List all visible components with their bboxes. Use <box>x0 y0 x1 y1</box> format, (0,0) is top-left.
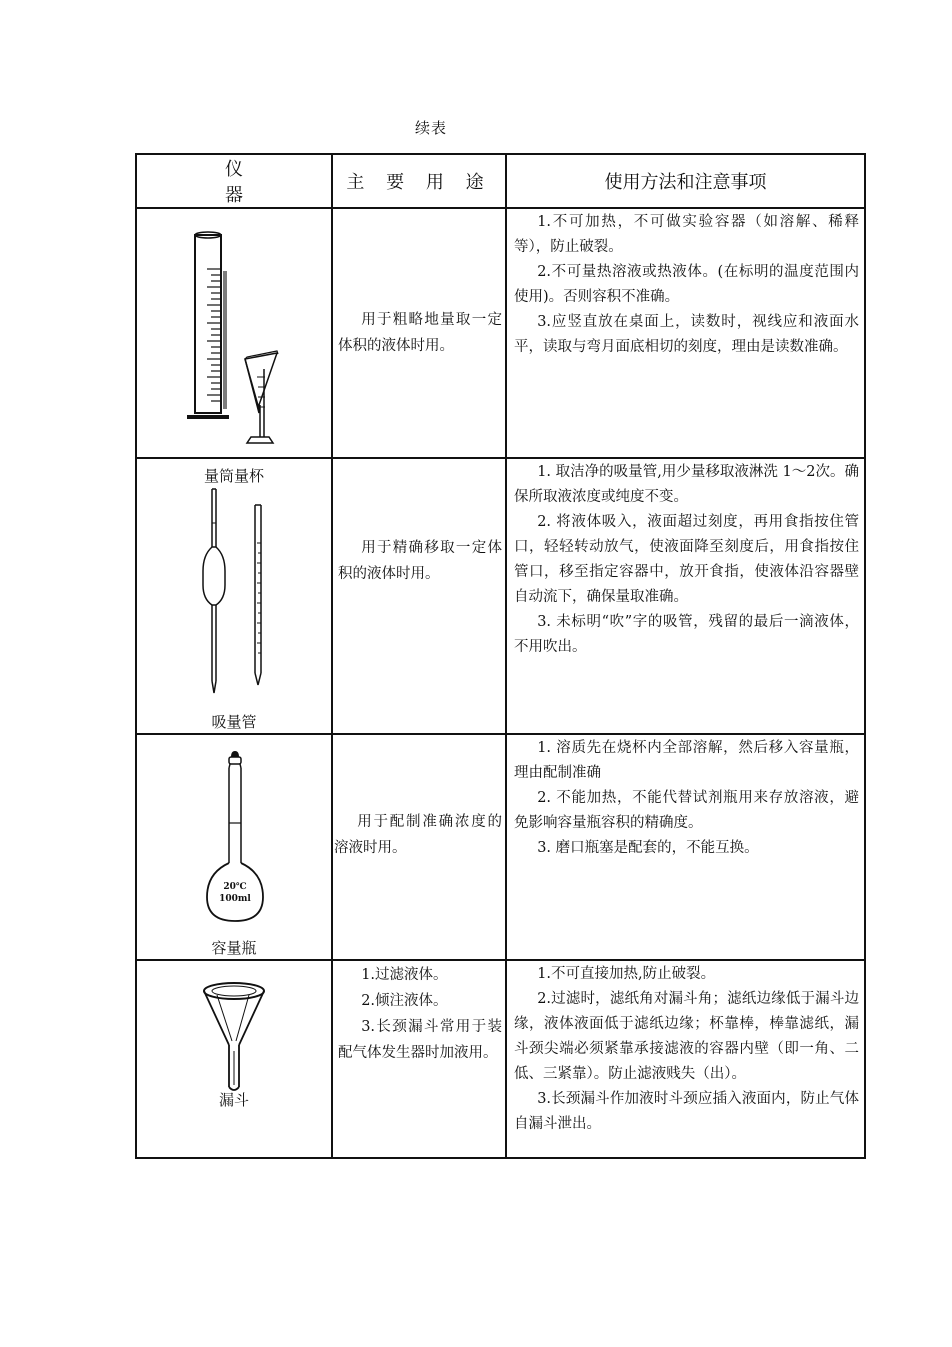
instrument-cell <box>136 208 332 485</box>
pipette-illustration <box>137 459 331 733</box>
table-row <box>136 208 865 458</box>
header-row <box>136 154 865 208</box>
table-row <box>136 734 865 960</box>
note-item: 2.不可量热溶液或热液体。(在标明的温度范围内使用)。否则容积不准确。 <box>514 264 859 305</box>
instrument-cell <box>136 458 332 734</box>
table-row <box>136 960 865 1158</box>
graduated-cylinder-illustration <box>137 209 331 457</box>
usage-item: 1.过滤液体。 <box>361 967 448 983</box>
instrument-name: 漏斗 <box>218 1091 249 1109</box>
instrument-table <box>135 153 866 1159</box>
note-item: 3.长颈漏斗作加液时斗颈应插入液面内，防止气体自漏斗泄出。 <box>514 1091 859 1132</box>
usage-cell <box>332 960 506 1158</box>
note-item: 3.应竖直放在桌面上，读数时，视线应和液面水平，读取与弯月面底相切的刻度，理由是读数准确。 <box>514 314 859 355</box>
table-caption: 续表 <box>414 119 447 137</box>
flask-label-temperature: 20℃ <box>223 882 247 892</box>
note-item: 1.不可加热，不可做实验容器（如溶解、稀释等），防止破裂。 <box>514 214 859 255</box>
note-item: 1. 取洁净的吸量管,用少量移取液淋洗 1～2次。确保所取液浓度或纯度不变。 <box>514 464 859 505</box>
volumetric-flask-illustration <box>137 735 331 959</box>
note-item: 2. 不能加热，不能代替试剂瓶用来存放溶液，避免影响容量瓶容积的精确度。 <box>514 790 859 831</box>
instrument-cell <box>136 960 332 1158</box>
usage-text: 用于配制准确浓度的溶液时用。 <box>334 814 502 856</box>
table-row <box>136 458 865 734</box>
note-item: 2.过滤时，滤纸角对漏斗角；滤纸边缘低于漏斗边缘，液体液面低于滤纸边缘；杯靠棒，棒靠滤纸，漏斗颈尖端必须紧靠承接滤液的容器内壁（即一角、二低、三紧靠）。防止滤液贱失（出）。 <box>514 991 859 1082</box>
usage-text: 用于粗略地量取一定体积的液体时用。 <box>338 312 502 354</box>
notes-cell <box>506 458 865 734</box>
notes-cell <box>506 960 865 1158</box>
usage-item: 3.长颈漏斗常用于装配气体发生器时加液用。 <box>338 1019 502 1061</box>
usage-cell <box>332 458 506 734</box>
usage-cell <box>332 208 506 458</box>
note-item: 3. 未标明“吹”字的吸管，残留的最后一滴液体，不用吹出。 <box>514 614 859 655</box>
instrument-name: 吸量管 <box>211 713 257 731</box>
funnel-illustration <box>137 961 331 1157</box>
header-instrument: 仪 器 <box>136 154 332 208</box>
notes-cell <box>506 734 865 960</box>
usage-item: 2.倾注液体。 <box>361 993 448 1009</box>
note-item: 1.不可直接加热,防止破裂。 <box>537 966 716 982</box>
instrument-name: 容量瓶 <box>211 939 257 957</box>
instrument-cell <box>136 734 332 960</box>
note-item: 2. 将液体吸入，液面超过刻度，再用食指按住管口，轻轻转动放气，使液面降至刻度后，用食指按住管口，移至指定容器中，放开食指，使液体沿容器壁自动流下，确保量取准确。 <box>514 514 859 605</box>
flask-label-volume: 100ml <box>219 894 251 904</box>
header-usage: 主 要 用 途 <box>332 154 506 208</box>
header-notes: 使用方法和注意事项 <box>506 154 865 208</box>
usage-text: 用于精确移取一定体积的液体时用。 <box>338 540 502 582</box>
instrument-name: 量筒量杯 <box>203 467 264 485</box>
notes-cell <box>506 208 865 458</box>
usage-cell <box>332 734 506 960</box>
note-item: 1. 溶质先在烧杯内全部溶解，然后移入容量瓶，理由配制准确 <box>514 740 859 781</box>
note-item: 3. 磨口瓶塞是配套的，不能互换。 <box>537 840 759 856</box>
